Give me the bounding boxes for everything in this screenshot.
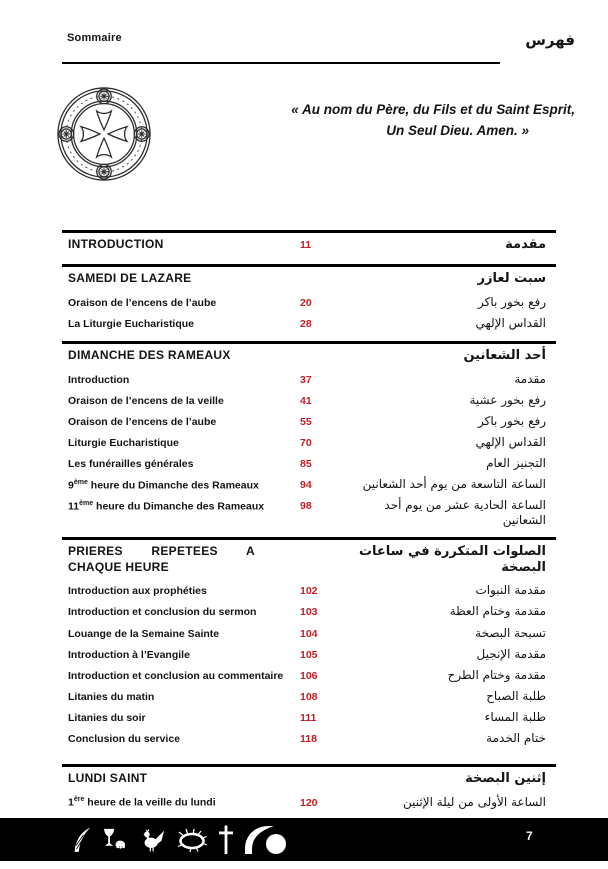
page-number: 7 <box>526 829 533 843</box>
toc-label-ar: مقدمة النبوات <box>475 583 546 598</box>
toc-section-header <box>62 344 556 369</box>
toc-label-fr: DIMANCHE DES RAMEAUX <box>68 347 231 362</box>
toc-label-ar: مقدمة وختام العظة <box>449 604 546 619</box>
toc-label-ar: التجنيز العام <box>486 456 546 471</box>
toc-label-fr: Introduction à l’Evangile <box>68 648 190 661</box>
toc-label-fr: LUNDI SAINT <box>68 771 148 786</box>
quote-line-1: « Au nom du Père, du Fils et du Saint Esprit, <box>291 101 575 117</box>
empty-tomb-icon <box>244 825 288 855</box>
toc-label-ar: رفع بخور عشية <box>469 392 546 407</box>
toc-page-number: 37 <box>300 373 312 386</box>
toc-page-number: 118 <box>300 733 317 746</box>
toc-page-number: 106 <box>300 669 318 682</box>
toc-item-row <box>62 623 556 644</box>
toc-item-row <box>62 495 556 530</box>
toc-item-row <box>62 580 556 601</box>
toc-item-row <box>62 665 556 686</box>
footer-bar <box>0 818 608 861</box>
emblem-and-quote <box>62 85 575 185</box>
toc-item-row <box>62 601 556 622</box>
toc-label-ar: ختام الخدمة <box>486 731 546 746</box>
toc-label-ar: رفع بخور باكر <box>478 294 546 309</box>
toc-label-fr: Les funérailles générales <box>68 458 194 471</box>
toc-item-row <box>62 369 556 390</box>
toc-page-number: 85 <box>300 458 312 471</box>
toc-label-ar: الساعة الأولى من ليلة الإثنين <box>403 794 546 809</box>
chalice-and-hand-icon <box>102 828 130 852</box>
toc-label-fr: Introduction et conclusion du sermon <box>68 606 257 619</box>
toc-page-number: 94 <box>300 479 312 492</box>
toc-label-fr: Oraison de l’encens de l’aube <box>68 415 217 428</box>
toc-label-ar: تسبحة البصخة <box>475 625 546 640</box>
toc-label-fr: Oraison de l’encens de la veille <box>68 394 224 407</box>
toc-label-ar: الساعة الحادية عشر من يوم أحد الشعانين <box>384 498 546 527</box>
toc-label-ar: مقدمة الإنجيل <box>476 646 546 661</box>
quote-line-2: Un Seul Dieu. Amen. » <box>386 123 529 139</box>
toc-page-number: 111 <box>300 712 317 724</box>
document-header <box>62 0 575 49</box>
toc-label-ar: إثنين البصخة <box>465 771 546 787</box>
toc-label-fr: Oraison de l’encens de l’aube <box>68 296 217 309</box>
toc-label-fr: Introduction <box>68 373 130 386</box>
toc-label-ar: الصلوات المتكررة في ساعات البصخة <box>358 544 546 575</box>
toc-label-ar: القداس الإلهي <box>475 315 546 330</box>
toc-item-row <box>62 707 556 728</box>
toc-label-ar: مقدمة <box>505 236 546 252</box>
toc-label-fr: INTRODUCTION <box>68 236 164 251</box>
page-title-fr: Sommaire <box>67 32 122 44</box>
toc-label-fr: 1ère heure de la veille du lundi <box>68 796 216 809</box>
toc-page-number: 120 <box>300 796 318 809</box>
toc-item-row <box>62 728 556 749</box>
holy-week-icons <box>0 825 288 855</box>
header-rule <box>62 62 500 64</box>
toc-page-number: 102 <box>300 585 318 598</box>
crown-of-thorns-icon <box>176 827 208 853</box>
invocation-quote <box>153 85 575 185</box>
page-title-ar: فهرس <box>525 31 575 49</box>
toc-label-ar: الساعة التاسعة من يوم أحد الشعانين <box>362 477 546 492</box>
toc-label-ar: مقدمة <box>514 371 546 386</box>
toc-page-number: 55 <box>300 415 312 428</box>
toc-page-number: 108 <box>300 690 318 703</box>
toc-label-fr: 11ème heure du Dimanche des Rameaux <box>68 499 265 513</box>
toc-label-ar: القداس الإلهي <box>475 434 546 449</box>
toc-page-number: 98 <box>300 500 312 513</box>
toc-page-number: 103 <box>300 606 318 619</box>
toc-page-number: 20 <box>300 296 312 309</box>
toc-section <box>62 537 556 764</box>
toc-page-number: 11 <box>300 238 312 251</box>
toc-label-fr: Litanies du soir <box>68 712 146 724</box>
toc-label-ar: طلبة الصباح <box>486 688 546 703</box>
toc-page-number: 70 <box>300 436 312 449</box>
toc-label-fr: Introduction et conclusion au commentaire <box>68 669 284 682</box>
toc-item-row <box>62 313 556 334</box>
toc-label-fr: Liturgie Eucharistique <box>68 436 179 449</box>
toc-section <box>62 230 556 265</box>
cross-icon <box>217 825 235 855</box>
toc-item-row <box>62 644 556 665</box>
toc-page-number: 28 <box>300 317 312 330</box>
toc-item-row <box>62 474 556 495</box>
toc-section-header <box>62 267 556 292</box>
toc-page-number: 41 <box>300 394 312 407</box>
toc-label-ar: رفع بخور باكر <box>478 413 546 428</box>
toc-label-fr: SAMEDI DE LAZARE <box>68 271 192 286</box>
coptic-cross-emblem-icon <box>55 85 153 185</box>
toc-section-header <box>62 767 556 792</box>
page-content <box>62 0 575 813</box>
toc-label-fr: La Liturgie Eucharistique <box>68 317 195 330</box>
toc-label-ar: أحد الشعانين <box>463 347 546 363</box>
toc-item-row <box>62 792 556 813</box>
toc-label-ar: طلبة المساء <box>484 710 546 724</box>
toc-label-fr: Conclusion du service <box>68 733 181 746</box>
toc-item-row <box>62 411 556 432</box>
toc-item-row <box>62 390 556 411</box>
toc-label-fr: Louange de la Semaine Sainte <box>68 627 220 640</box>
toc-item-row <box>62 432 556 453</box>
toc-section <box>62 341 556 537</box>
toc-page-number: 105 <box>300 648 318 661</box>
toc-section-header <box>62 540 556 580</box>
toc-label-fr: 9ème heure du Dimanche des Rameaux <box>68 478 259 492</box>
toc-section <box>62 264 556 341</box>
rooster-icon <box>139 827 167 853</box>
palm-leaf-icon <box>71 825 93 855</box>
toc-section-header <box>62 233 556 258</box>
toc-item-row <box>62 686 556 707</box>
table-of-contents <box>62 230 556 813</box>
toc-label-fr: Introduction aux prophéties <box>68 585 207 598</box>
toc-section <box>62 764 556 813</box>
toc-label-fr: PRIERES REPETEES A CHAQUE HEURE <box>68 544 255 574</box>
toc-label-ar: مقدمة وختام الطرح <box>447 667 546 682</box>
toc-item-row <box>62 292 556 313</box>
toc-label-fr: Litanies du matin <box>68 690 155 703</box>
toc-label-ar: سبت لعازر <box>477 271 546 287</box>
toc-item-row <box>62 453 556 474</box>
toc-page-number: 104 <box>300 627 318 640</box>
